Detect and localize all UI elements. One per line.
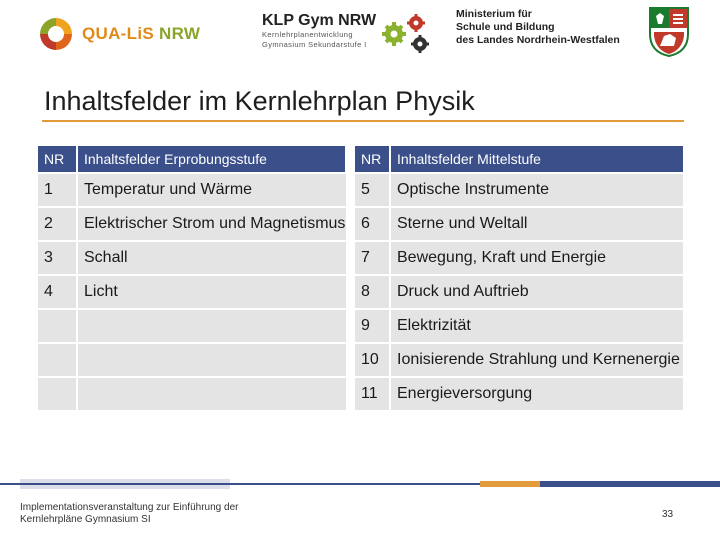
table-row <box>38 309 683 343</box>
cell-nr2: 6 <box>354 207 390 241</box>
cell-field1: Temperatur und Wärme <box>77 173 346 207</box>
cell-nr2: 7 <box>354 241 390 275</box>
qua-lis-logo <box>36 12 200 56</box>
cell-field1 <box>77 309 346 343</box>
cell-spacer <box>346 207 354 241</box>
footer-text: Implementationsveranstaltung zur Einführung der Kernlehrpläne Gymnasium SI <box>20 502 239 525</box>
cell-nr1 <box>38 377 77 410</box>
ministry-line1: Ministerium für <box>456 8 532 20</box>
cell-field2: Druck und Auftrieb <box>390 275 683 309</box>
cell-nr1: 1 <box>38 173 77 207</box>
cell-field2: Optische Instrumente <box>390 173 683 207</box>
klp-logo <box>262 12 434 56</box>
header-nr-2: NR <box>354 146 390 173</box>
content-table <box>38 146 683 410</box>
cell-field2: Ionisierende Strahlung und Kernenergie <box>390 343 683 377</box>
cell-field1: Elektrischer Strom und Magnetismus <box>77 207 346 241</box>
footer-decorative-bar <box>0 479 720 489</box>
header-erprobungsstufe: Inhaltsfelder Erprobungsstufe <box>77 146 346 173</box>
cell-spacer <box>346 241 354 275</box>
cell-nr1: 3 <box>38 241 77 275</box>
nrw-crest-icon <box>648 6 690 58</box>
table-row <box>38 275 683 309</box>
title-divider <box>42 120 684 122</box>
table-row <box>38 343 683 377</box>
page-number: 33 <box>662 509 674 520</box>
cell-nr1: 4 <box>38 275 77 309</box>
ministry-line3: des Landes Nordrhein-Westfalen <box>456 34 620 46</box>
page-title: Inhaltsfelder im Kernlehrplan Physik <box>44 86 475 116</box>
cell-field2: Sterne und Weltall <box>390 207 683 241</box>
gears-icon <box>380 12 434 56</box>
cell-nr1: 2 <box>38 207 77 241</box>
header-spacer <box>346 146 354 173</box>
cell-field1 <box>77 343 346 377</box>
ministry-line2: Schule und Bildung <box>456 21 555 33</box>
cell-nr2: 9 <box>354 309 390 343</box>
ministry-logo-text <box>456 8 636 47</box>
cell-nr1 <box>38 309 77 343</box>
cell-spacer <box>346 343 354 377</box>
table-row <box>38 173 683 207</box>
table-row <box>38 207 683 241</box>
header-nr-1: NR <box>38 146 77 173</box>
cell-nr2: 8 <box>354 275 390 309</box>
cell-nr2: 5 <box>354 173 390 207</box>
klp-title: KLP Gym NRW <box>262 12 377 29</box>
cell-spacer <box>346 173 354 207</box>
cell-field2: Elektrizität <box>390 309 683 343</box>
table-header-row <box>38 146 683 173</box>
klp-subtitle-line1: Kernlehrplanentwicklung <box>262 30 353 39</box>
cell-nr2: 10 <box>354 343 390 377</box>
cell-nr1 <box>38 343 77 377</box>
cell-field1 <box>77 377 346 410</box>
cell-nr2: 11 <box>354 377 390 410</box>
qua-lis-emblem-icon <box>36 14 76 54</box>
cell-spacer <box>346 275 354 309</box>
cell-spacer <box>346 309 354 343</box>
klp-subtitle-line2: Gymnasium Sekundarstufe I <box>262 40 367 49</box>
qua-lis-wordmark: QUA-LiS NRW <box>82 24 201 43</box>
table-row <box>38 377 683 410</box>
table-row <box>38 241 683 275</box>
cell-field1: Schall <box>77 241 346 275</box>
cell-spacer <box>346 377 354 410</box>
header-mittelstufe: Inhaltsfelder Mittelstufe <box>390 146 683 173</box>
cell-field2: Energieversorgung <box>390 377 683 410</box>
cell-field2: Bewegung, Kraft und Energie <box>390 241 683 275</box>
cell-field1: Licht <box>77 275 346 309</box>
